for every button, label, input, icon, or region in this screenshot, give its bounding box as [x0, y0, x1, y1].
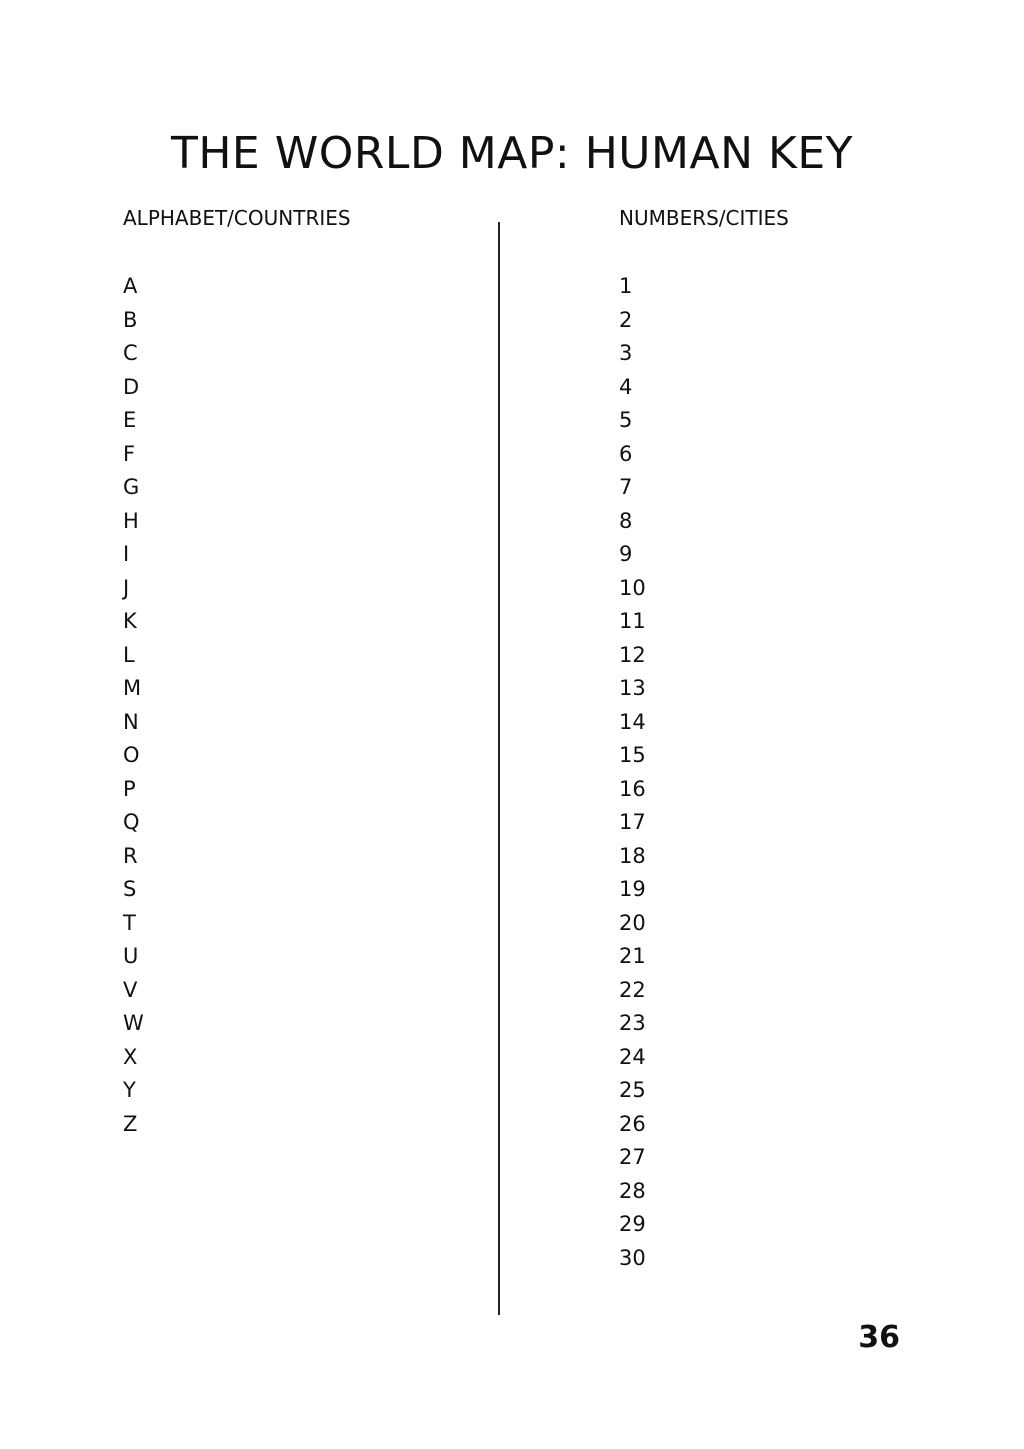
column-divider: [498, 222, 500, 1315]
number-entry: 26: [619, 1111, 646, 1136]
letter-entry: Q: [123, 810, 140, 834]
letter-entry: T: [123, 910, 136, 935]
number-entry: 18: [619, 843, 646, 868]
number-entry: 19: [619, 877, 646, 901]
letter-entry: B: [123, 307, 138, 332]
number-entry: 3: [619, 341, 633, 365]
number-entry: 9: [619, 542, 633, 566]
number-entry: 16: [619, 776, 646, 801]
letter-entry: E: [123, 408, 137, 432]
page-number: 36: [858, 1320, 900, 1355]
number-entry: 28: [619, 1178, 646, 1203]
letter-entry: I: [123, 542, 130, 566]
letter-entry: V: [123, 977, 138, 1002]
letter-entry: D: [123, 374, 140, 399]
letter-entry: G: [123, 475, 140, 499]
number-entry: 25: [619, 1078, 646, 1102]
letter-entry: Y: [123, 1078, 136, 1102]
letter-entry: N: [123, 709, 139, 734]
number-entry: 14: [619, 709, 646, 734]
letter-entry: X: [123, 1044, 138, 1069]
number-entry: 23: [619, 1011, 646, 1035]
number-entry: 17: [619, 810, 646, 834]
letter-entry: S: [123, 877, 137, 901]
numbers-cities-heading: NUMBERS/CITIES: [619, 206, 789, 230]
page-title: THE WORLD MAP: HUMAN KEY: [170, 128, 854, 179]
letter-entry: F: [123, 441, 136, 466]
letter-entry: R: [123, 843, 138, 868]
number-entry: 27: [619, 1145, 646, 1169]
number-entry: 22: [619, 977, 646, 1002]
alphabet-countries-heading: ALPHABET/COUNTRIES: [123, 206, 351, 230]
numbers-list: [619, 270, 646, 1275]
number-entry: 29: [619, 1212, 646, 1236]
number-entry: 30: [619, 1245, 646, 1270]
number-entry: 2: [619, 307, 633, 332]
letter-entry: O: [123, 743, 140, 767]
number-entry: 11: [619, 609, 646, 633]
letter-entry: H: [123, 508, 139, 533]
number-entry: 7: [619, 475, 633, 499]
number-entry: 8: [619, 508, 633, 533]
number-entry: 20: [619, 910, 646, 935]
letter-entry: M: [123, 676, 142, 700]
letter-entry: Z: [123, 1111, 138, 1136]
number-entry: 24: [619, 1044, 646, 1069]
letter-entry: L: [123, 642, 135, 667]
alphabet-list: [123, 270, 144, 1141]
number-entry: 1: [619, 274, 633, 298]
number-entry: 13: [619, 676, 646, 700]
number-entry: 21: [619, 944, 646, 968]
letter-entry: J: [123, 575, 130, 600]
number-entry: 4: [619, 374, 633, 399]
number-entry: 5: [619, 408, 633, 432]
letter-entry: A: [123, 274, 138, 298]
number-entry: 15: [619, 743, 646, 767]
number-entry: 12: [619, 642, 646, 667]
number-entry: 6: [619, 441, 633, 466]
letter-entry: U: [123, 944, 139, 968]
number-entry: 10: [619, 575, 646, 600]
letter-entry: W: [123, 1011, 144, 1035]
letter-entry: K: [123, 609, 137, 633]
letter-entry: C: [123, 341, 138, 365]
letter-entry: P: [123, 776, 136, 801]
